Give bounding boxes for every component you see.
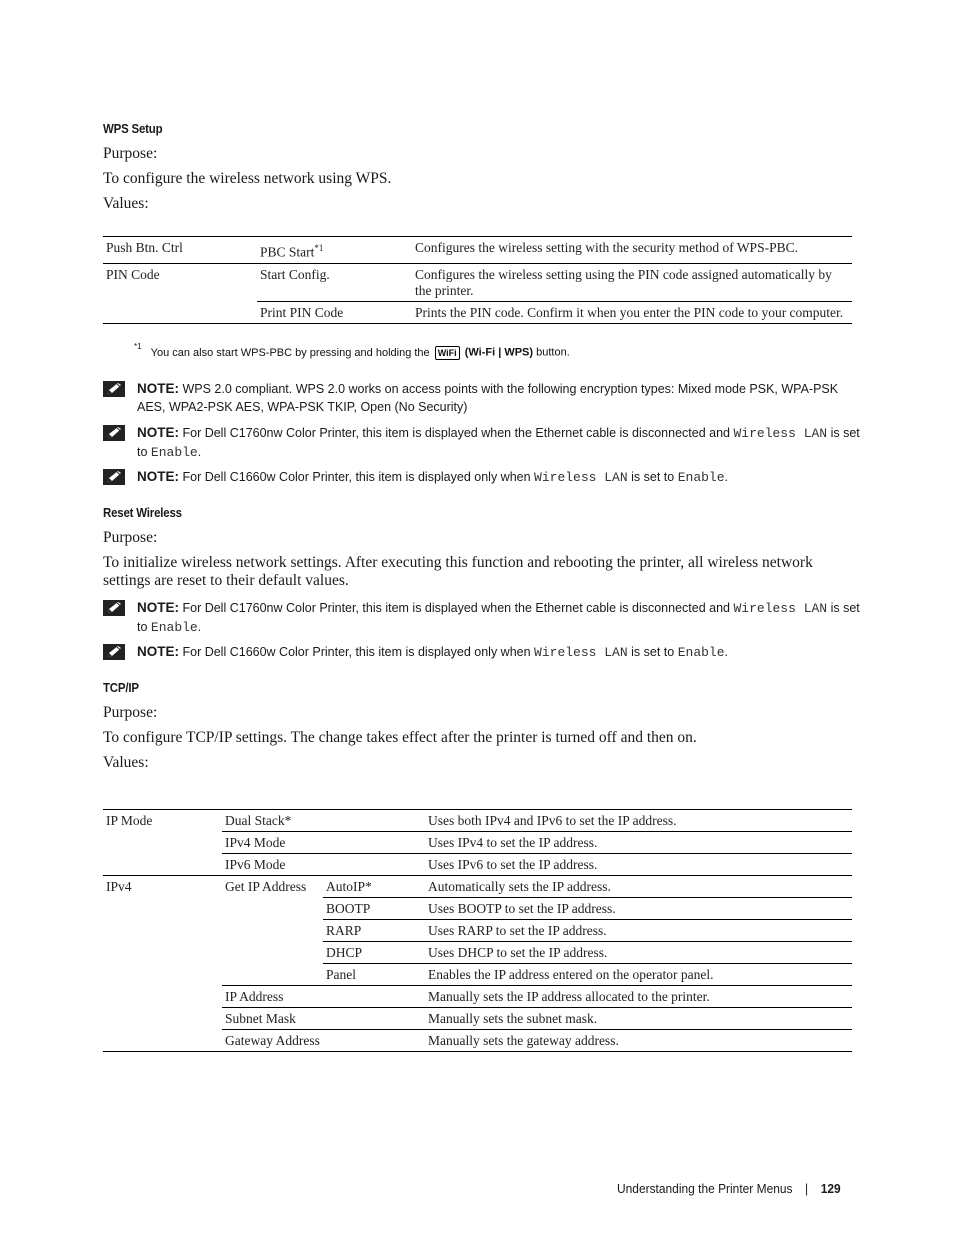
note-text: . [197,445,202,459]
table-cell: PIN Code [103,263,257,323]
note-text: . [724,470,729,484]
section-heading-wps-setup: WPS Setup [103,121,163,136]
table-cell [257,237,412,264]
purpose-label: Purpose: [103,145,158,162]
table-cell: IP Mode [103,810,222,876]
note-pencil-icon [103,600,125,616]
note-c1760nw [103,424,863,462]
note-c1660w [103,468,863,487]
table-cell: Prints the PIN code. Confirm it when you enter the PIN code to your computer. [412,301,852,323]
note-text: is set to [137,601,860,634]
cell-text: PBC Start [260,244,315,260]
code-wireless-lan: Wireless LAN [733,601,828,616]
wifi-button-icon: WiFi [435,346,460,360]
footnote-button-name: (Wi-Fi | WPS) [464,346,534,359]
footnote-text: You can also start WPS-PBC by pressing and holding the [150,346,430,359]
table-cell: IPv6 Mode [222,854,425,876]
code-wireless-lan: Wireless LAN [534,645,628,660]
wps-values-table [103,236,852,324]
table-footnote [134,344,570,360]
table-cell: Manually sets the IP address allocated to the printer. [425,986,852,1008]
table-cell: Uses BOOTP to set the IP address. [425,898,852,920]
table-cell: Gateway Address [222,1030,425,1052]
table-cell: Start Config. [257,263,412,301]
table-cell: Automatically sets the IP address. [425,876,852,898]
note-label: NOTE: [137,381,179,396]
tcpip-values-table [103,809,852,1052]
table-cell: Enables the IP address entered on the operator panel. [425,964,852,986]
table-cell: Configures the wireless setting with the security method of WPS-PBC. [412,237,852,264]
table-cell: Uses RARP to set the IP address. [425,920,852,942]
table-row [103,263,852,301]
footnote-text-after: button. [536,346,570,359]
note-text: For Dell C1660w Color Printer, this item is displayed only when [182,470,531,484]
code-enable: Enable [677,645,725,660]
table-cell: IPv4 [103,876,222,1052]
table-cell: DHCP [323,942,425,964]
footnote-ref: *1 [314,243,324,253]
code-enable: Enable [677,470,725,485]
footer-separator: | [805,1181,809,1196]
note-pencil-icon [103,469,125,485]
note-pencil-icon [103,644,125,660]
note-text: For Dell C1760nw Color Printer, this item is displayed when the Ethernet cable is disconnected and [182,601,730,615]
table-cell: AutoIP* [323,876,425,898]
code-enable: Enable [150,620,198,635]
note-pencil-icon [103,381,125,397]
note-text: . [724,645,729,659]
code-wireless-lan: Wireless LAN [733,426,828,441]
note-text: is set to [631,645,675,659]
table-cell: Push Btn. Ctrl [103,237,257,264]
table-cell: Dual Stack* [222,810,425,832]
footer-section-title: Understanding the Printer Menus [617,1181,793,1196]
section-heading-reset-wireless: Reset Wireless [103,505,182,520]
table-row [103,237,852,264]
note-text: is set to [631,470,675,484]
note-wps-compliant [103,380,863,416]
note-c1660w [103,643,863,662]
note-pencil-icon [103,425,125,441]
table-cell: Uses both IPv4 and IPv6 to set the IP address. [425,810,852,832]
purpose-text: To configure the wireless network using WPS. [103,170,392,187]
purpose-text: To configure TCP/IP settings. The change takes effect after the printer is turned off and then on. [103,729,697,746]
purpose-label: Purpose: [103,529,158,546]
table-cell: Uses DHCP to set the IP address. [425,942,852,964]
table-cell: Panel [323,964,425,986]
code-wireless-lan: Wireless LAN [534,470,628,485]
section-heading-tcpip: TCP/IP [103,680,139,695]
note-text: WPS 2.0 compliant. WPS 2.0 works on access points with the following encryption types: Mixed mode PSK, WPA-PSK AES, WPA2-PSK AES, WPA-PSK TKIP, Open (No Security) [137,382,839,414]
purpose-text: To initialize wireless network settings. After executing this function and rebooting the printer, all wireless network settings are reset to their default values. [103,554,813,589]
table-cell: Manually sets the gateway address. [425,1030,852,1052]
table-cell: RARP [323,920,425,942]
table-cell: Subnet Mask [222,1008,425,1030]
note-text: . [197,620,202,634]
values-label: Values: [103,754,149,771]
table-cell: Uses IPv6 to set the IP address. [425,854,852,876]
table-cell: Uses IPv4 to set the IP address. [425,832,852,854]
table-cell: Get IP Address [222,876,323,986]
table-cell: Print PIN Code [257,301,412,323]
note-text: For Dell C1760nw Color Printer, this item is displayed when the Ethernet cable is disconnected and [182,426,730,440]
table-cell: IPv4 Mode [222,832,425,854]
code-enable: Enable [150,445,198,460]
table-cell: Manually sets the subnet mask. [425,1008,852,1030]
purpose-label: Purpose: [103,704,158,721]
table-cell: Configures the wireless setting using the PIN code assigned automatically by the printer. [412,263,852,301]
note-c1760nw [103,599,863,637]
note-label: NOTE: [137,600,179,615]
table-cell: BOOTP [323,898,425,920]
values-label: Values: [103,195,149,212]
table-row [103,810,852,832]
footnote-marker: *1 [134,342,142,351]
note-text: is set to [137,426,860,459]
page-number: 129 [820,1181,841,1196]
note-label: NOTE: [137,644,179,659]
note-text: For Dell C1660w Color Printer, this item is displayed only when [182,645,531,659]
page-footer [617,1181,841,1196]
table-row [103,876,852,898]
note-label: NOTE: [137,425,179,440]
table-cell: IP Address [222,986,425,1008]
note-label: NOTE: [137,469,179,484]
